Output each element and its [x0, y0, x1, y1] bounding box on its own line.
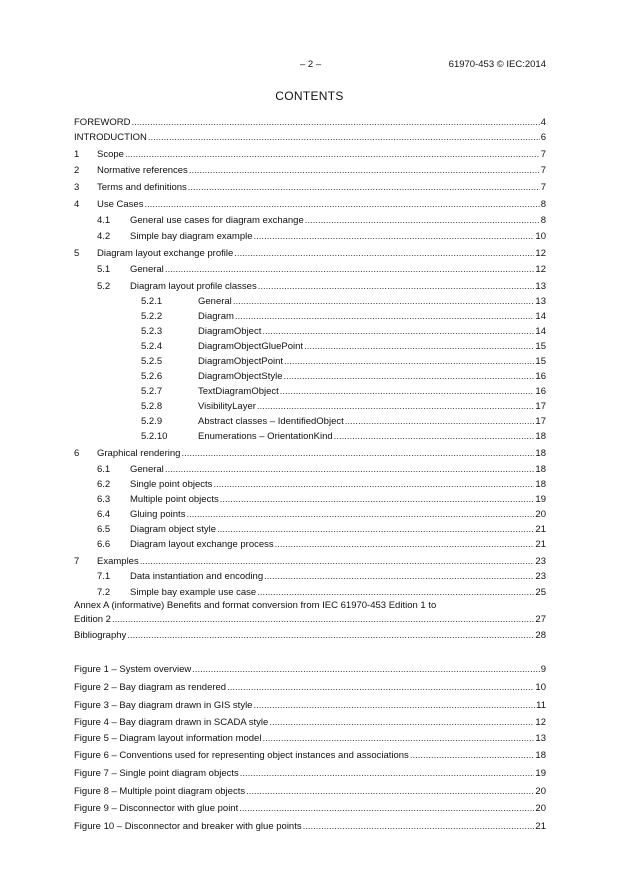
toc-entry-page: 16 — [535, 371, 546, 382]
toc-entry[interactable] — [74, 325, 546, 338]
toc-entry-page: 18 — [535, 464, 546, 475]
toc-entry-page: 14 — [535, 326, 546, 337]
toc-entry-title: Figure 7 – Single point diagram objects — [74, 768, 239, 779]
toc-entry[interactable] — [74, 447, 546, 460]
toc-entry-page: 8 — [540, 215, 546, 226]
toc-entry[interactable] — [74, 430, 546, 443]
dot-leader — [227, 682, 534, 694]
dot-leader — [213, 479, 534, 491]
figure-list-entry[interactable] — [74, 716, 546, 729]
toc-entry-title: Diagram layout exchange profile — [97, 248, 234, 259]
toc-entry[interactable] — [74, 310, 546, 323]
toc-entry-title: General — [130, 464, 164, 475]
toc-entry-page: 20 — [535, 803, 546, 814]
dot-leader — [345, 416, 535, 428]
toc-entry-number: 5.2 — [97, 281, 111, 292]
toc-entry-page: 10 — [535, 231, 546, 242]
toc-entry-title: Gluing points — [130, 509, 186, 520]
toc-entry-title: DiagramObjectGluePoint — [198, 341, 304, 352]
dot-leader — [264, 571, 534, 583]
toc-entry-page: 23 — [535, 556, 546, 567]
contents-title: CONTENTS — [275, 89, 344, 103]
dot-leader — [257, 587, 534, 599]
toc-entry-page: 12 — [535, 264, 546, 275]
toc-entry-page: 21 — [535, 524, 546, 535]
dot-leader — [235, 311, 535, 323]
toc-entry-number: 5.2.6 — [141, 371, 163, 382]
bibliography-entry[interactable] — [74, 629, 546, 642]
toc-entry-page: 18 — [535, 431, 546, 442]
dot-leader — [303, 821, 535, 833]
toc-entry-title: Normative references — [97, 165, 188, 176]
toc-entry-title: Figure 2 – Bay diagram as rendered — [74, 682, 227, 693]
toc-entry-title: DiagramObjectPoint — [198, 356, 284, 367]
dot-leader — [217, 524, 534, 536]
dot-leader — [280, 386, 535, 398]
toc-entry-page: 18 — [535, 750, 546, 761]
toc-entry-title: General — [198, 296, 232, 307]
toc-entry[interactable] — [74, 355, 546, 368]
toc-entry-number: 5.2.9 — [141, 416, 163, 427]
figure-list-entry[interactable] — [74, 767, 546, 780]
toc-entry[interactable] — [74, 247, 546, 260]
toc-entry-title: Bibliography — [74, 630, 127, 641]
toc-entry[interactable] — [74, 198, 546, 211]
dot-leader — [131, 117, 539, 129]
toc-entry-page: 25 — [535, 587, 546, 598]
dot-leader — [239, 803, 534, 815]
toc-entry-title: Figure 6 – Conventions used for representing object instances and associations — [74, 750, 409, 761]
dot-leader — [234, 248, 534, 260]
toc-entry-page: 18 — [535, 479, 546, 490]
toc-entry-page: 12 — [535, 717, 546, 728]
figure-list-entry[interactable] — [74, 785, 546, 798]
toc-entry[interactable] — [74, 523, 546, 536]
figure-list-entry[interactable] — [74, 802, 546, 815]
page-number: – 2 – — [300, 59, 322, 70]
toc-entry-title: Diagram object style — [130, 524, 217, 535]
toc-entry-title: Simple bay diagram example — [130, 231, 253, 242]
toc-entry-title: Enumerations – OrientationKind — [198, 431, 333, 442]
toc-entry-page: 7 — [540, 182, 546, 193]
toc-entry-page: 27 — [535, 614, 546, 625]
annex-entry[interactable] — [74, 613, 546, 626]
toc-entry-number: 5.2.4 — [141, 341, 163, 352]
toc-entry-page: 19 — [535, 768, 546, 779]
toc-entry-page: 20 — [535, 786, 546, 797]
toc-entry[interactable] — [74, 385, 546, 398]
toc-entry-page: 13 — [535, 733, 546, 744]
dot-leader — [127, 630, 534, 642]
dot-leader — [254, 231, 535, 243]
toc-entry-number: 6.1 — [97, 464, 111, 475]
toc-entry-title: DiagramObjectStyle — [198, 371, 283, 382]
dot-leader — [253, 700, 535, 712]
toc-entry-page: 7 — [540, 165, 546, 176]
toc-entry-number: 1 — [74, 149, 80, 160]
toc-entry-title: Figure 4 – Bay diagram drawn in SCADA style — [74, 717, 269, 728]
dot-leader — [165, 464, 535, 476]
toc-entry-title: Examples — [97, 556, 139, 567]
toc-entry-number: 7.1 — [97, 571, 111, 582]
toc-entry-title: Figure 5 – Diagram layout information model — [74, 733, 262, 744]
toc-entry-number: 5.2.8 — [141, 401, 163, 412]
toc-entry-number: 5.2.7 — [141, 386, 163, 397]
toc-entry-title: TextDiagramObject — [198, 386, 279, 397]
toc-entry-title: Scope — [97, 149, 124, 160]
dot-leader — [410, 750, 535, 762]
toc-entry[interactable] — [74, 400, 546, 413]
toc-entry[interactable] — [74, 148, 546, 161]
figure-list-entry[interactable] — [74, 820, 546, 833]
dot-leader — [165, 264, 535, 276]
dot-leader — [112, 614, 534, 626]
dot-leader — [220, 494, 535, 506]
toc-entry-number: 5 — [74, 248, 80, 259]
toc-entry[interactable] — [74, 493, 546, 506]
toc-entry[interactable] — [74, 463, 546, 476]
toc-entry-page: 23 — [535, 571, 546, 582]
toc-entry[interactable] — [74, 370, 546, 383]
toc-entry-title: Figure 1 – System overview — [74, 664, 192, 675]
toc-entry-number: 7 — [74, 556, 80, 567]
toc-entry[interactable] — [74, 230, 546, 243]
toc-entry[interactable] — [74, 263, 546, 276]
toc-entry[interactable] — [74, 214, 546, 227]
toc-entry-title: General use cases for diagram exchange — [130, 215, 304, 226]
toc-entry[interactable] — [74, 478, 546, 491]
toc-entry-page: 8 — [540, 199, 546, 210]
toc-entry-page: 16 — [535, 386, 546, 397]
toc-entry-number: 6.6 — [97, 539, 111, 550]
toc-entry-number: 6.3 — [97, 494, 111, 505]
toc-entry[interactable] — [74, 538, 546, 551]
dot-leader — [284, 356, 534, 368]
toc-entry-title: VisibilityLayer — [198, 401, 256, 412]
toc-entry-number: 5.2.10 — [141, 431, 168, 442]
toc-entry-number: 5.1 — [97, 264, 111, 275]
toc-entry-number: 4.2 — [97, 231, 111, 242]
dot-leader — [283, 371, 534, 383]
toc-entry[interactable] — [74, 415, 546, 428]
dot-leader — [334, 431, 535, 443]
dot-leader — [192, 664, 539, 676]
toc-entry-number: 6.5 — [97, 524, 111, 535]
toc-entry[interactable] — [74, 555, 546, 568]
toc-entry-title: Figure 3 – Bay diagram drawn in GIS style — [74, 700, 253, 711]
toc-entry-page: 21 — [535, 539, 546, 550]
toc-entry-page: 6 — [540, 132, 546, 143]
toc-entry-page: 10 — [535, 682, 546, 693]
dot-leader — [257, 401, 535, 413]
toc-entry-page: 21 — [535, 821, 546, 832]
toc-entry-number: 5.2.1 — [141, 296, 163, 307]
toc-entry-title: Data instantiation and encoding — [130, 571, 264, 582]
toc-entry-number: 6.2 — [97, 479, 111, 490]
dot-leader — [305, 215, 540, 227]
toc-entry-number: 6 — [74, 448, 80, 459]
dot-leader — [262, 733, 534, 745]
toc-entry-title: Multiple point objects — [130, 494, 219, 505]
figure-list-entry[interactable] — [74, 663, 546, 676]
toc-entry[interactable] — [74, 508, 546, 521]
toc-entry-title: FOREWORD — [74, 117, 131, 128]
annex-entry-title[interactable]: Annex A (informative) Benefits and format conversion from IEC 61970-453 Edition 1 to — [74, 600, 437, 611]
toc-entry[interactable] — [74, 570, 546, 583]
dot-leader — [125, 149, 540, 161]
toc-entry-number: 4.1 — [97, 215, 111, 226]
toc-entry-number: 5.2.2 — [141, 311, 163, 322]
toc-entry-page: 17 — [535, 416, 546, 427]
toc-entry[interactable] — [74, 131, 546, 144]
toc-entry[interactable] — [74, 164, 546, 177]
figure-list-entry[interactable] — [74, 681, 546, 694]
toc-entry-title: Edition 2 — [74, 614, 111, 625]
toc-entry-title: Use Cases — [97, 199, 144, 210]
dot-leader — [186, 509, 534, 521]
toc-entry-title: Diagram layout exchange process — [130, 539, 274, 550]
toc-entry-page: 13 — [535, 296, 546, 307]
toc-entry-number: 2 — [74, 165, 80, 176]
dot-leader — [140, 556, 535, 568]
toc-entry-title: Figure 9 – Disconnector with glue point — [74, 803, 239, 814]
document-reference: 61970-453 © IEC:2014 — [448, 59, 546, 70]
toc-entry[interactable] — [74, 586, 546, 599]
toc-entry-page: 12 — [535, 248, 546, 259]
toc-entry-page: 18 — [535, 448, 546, 459]
toc-entry[interactable] — [74, 340, 546, 353]
dot-leader — [181, 448, 534, 460]
dot-leader — [304, 341, 534, 353]
toc-entry-page: 15 — [535, 356, 546, 367]
dot-leader — [189, 165, 540, 177]
toc-entry-page: 17 — [535, 401, 546, 412]
figure-list-entry[interactable] — [74, 749, 546, 762]
toc-entry-page: 14 — [535, 311, 546, 322]
toc-entry-number: 3 — [74, 182, 80, 193]
toc-entry-title: Simple bay example use case — [130, 587, 257, 598]
dot-leader — [148, 132, 540, 144]
toc-entry[interactable] — [74, 181, 546, 194]
toc-entry-page: 19 — [535, 494, 546, 505]
toc-entry[interactable] — [74, 295, 546, 308]
dot-leader — [275, 539, 535, 551]
toc-entry-title: Diagram layout profile classes — [130, 281, 257, 292]
toc-entry[interactable] — [74, 116, 546, 129]
figure-list-entry[interactable] — [74, 699, 546, 712]
toc-entry-number: 7.2 — [97, 587, 111, 598]
toc-entry-title: Terms and definitions — [97, 182, 187, 193]
toc-entry-title: Diagram — [198, 311, 234, 322]
toc-entry-number: 6.4 — [97, 509, 111, 520]
page-header — [0, 59, 619, 73]
toc-entry-title: General — [130, 264, 164, 275]
toc-entry-page: 15 — [535, 341, 546, 352]
toc-entry-page: 20 — [535, 509, 546, 520]
toc-entry-number: 5.2.3 — [141, 326, 163, 337]
toc-entry-title: Figure 10 – Disconnector and breaker with glue points — [74, 821, 302, 832]
toc-entry-page: 7 — [540, 149, 546, 160]
toc-entry-title: Figure 8 – Multiple point diagram objects — [74, 786, 246, 797]
dot-leader — [240, 768, 535, 780]
toc-entry-page: 4 — [540, 117, 546, 128]
toc-entry-page: 9 — [540, 664, 546, 675]
toc-entry[interactable] — [74, 280, 546, 293]
dot-leader — [258, 281, 535, 293]
toc-entry-title: INTRODUCTION — [74, 132, 147, 143]
dot-leader — [188, 182, 540, 194]
toc-entry-page: 11 — [536, 700, 546, 711]
toc-entry-title: Abstract classes – IdentifiedObject — [198, 416, 344, 427]
toc-entry-title: DiagramObject — [198, 326, 262, 337]
toc-entry-page: 13 — [535, 281, 546, 292]
dot-leader — [233, 296, 535, 308]
figure-list-entry[interactable] — [74, 732, 546, 745]
dot-leader — [269, 717, 534, 729]
toc-entry-number: 5.2.5 — [141, 356, 163, 367]
toc-entry-page: 28 — [535, 630, 546, 641]
toc-entry-title: Graphical rendering — [97, 448, 181, 459]
dot-leader — [144, 199, 539, 211]
toc-entry-title: Single point objects — [130, 479, 213, 490]
toc-entry-number: 4 — [74, 199, 80, 210]
dot-leader — [262, 326, 534, 338]
dot-leader — [246, 786, 534, 798]
